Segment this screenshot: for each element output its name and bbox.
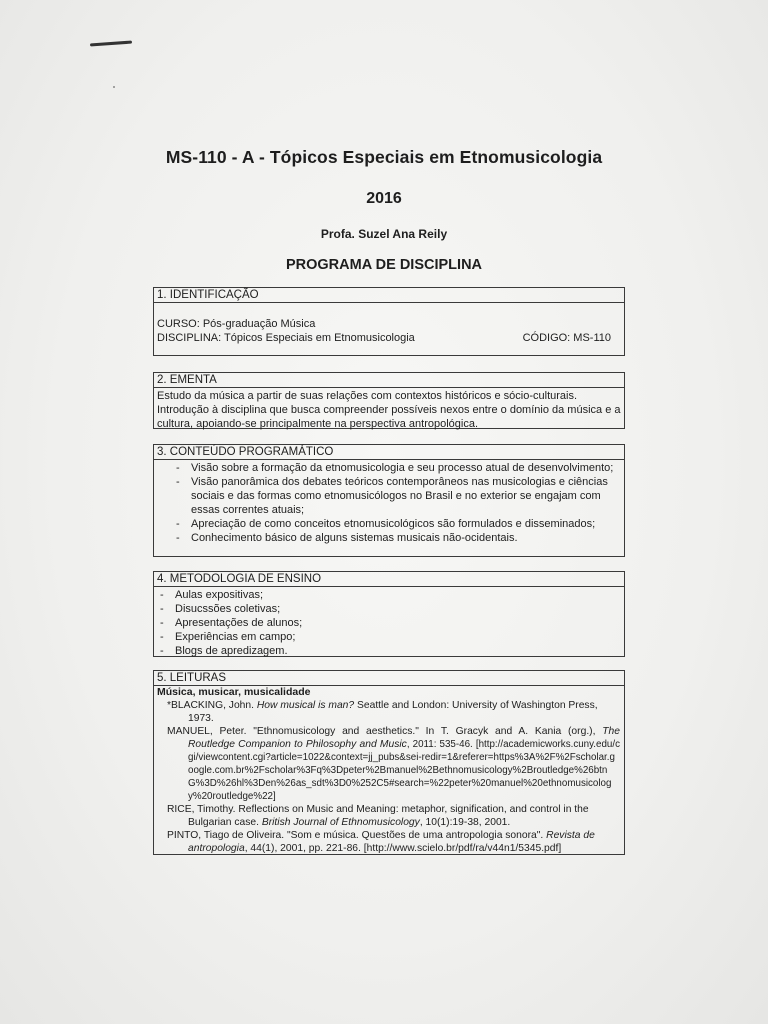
list-item: - Conhecimento básico de alguns sistemas musicais não-ocidentais. <box>157 531 621 545</box>
reference-manuel: MANUEL, Peter. "Ethnomusicology and aesthetics." In T. Gracyk and A. Kania (org.), The Routledge Companion to Philosophy and Music, 2011: 535-46. [http://academicworks.cuny.edu/cgi/viewcontent.cgi?article=1022&context=jj_pubs&sei-redir=1&referer=https%3A%2F%2Fscholar.google.com.br%2Fscholar%3Fq%3Dpeter%2Bmanuel%2Bethnomusicology%2Broutledge%26btnG%3D%26hl%3Den%26as_sdt%3D0%252C5#search=%22peter%20manuel%20ethnomusicology%20routledge%22] <box>167 726 620 802</box>
reference-rice: RICE, Timothy. Reflections on Music and Meaning: metaphor, signification, and control in the Bulgarian case. British Journal of Ethnomusicology, 10(1):19-38, 2001. <box>167 804 589 828</box>
list-item: - Blogs de apredizagem. <box>157 644 621 658</box>
section-heading: 3. CONTEÚDO PROGRAMÁTICO <box>154 445 624 460</box>
codigo-line: CÓDIGO: MS-110 <box>522 332 611 344</box>
section-heading: 2. EMENTA <box>154 373 624 388</box>
list-item: - Visão sobre a formação da etnomusicologia e seu processo atual de desenvolvimento; <box>157 461 621 475</box>
section-heading: 5. LEITURAS <box>154 671 624 686</box>
list-item: - Disucssões coletivas; <box>157 602 621 616</box>
ementa-text: Estudo da música a partir de suas relações com contextos históricos e sócio-culturais. Introdução à disciplina que busca compreender possíveis nexos entre o domínio da música e a cultura, apoiando-se principalmente na perspectiva antropológica. <box>157 390 621 430</box>
list-item: - Visão panorâmica dos debates teóricos contemporâneos nas musicologias e ciências sociais e das formas como etnomusicólogos no Brasil e no exterior se engajam com essas correntes atuais; <box>157 475 621 517</box>
section-heading: 1. IDENTIFICAÇÃO <box>154 288 624 303</box>
scan-speck <box>113 86 115 88</box>
list-item: - Apreciação de como conceitos etnomusicológicos são formulados e disseminados; <box>157 517 621 531</box>
identificacao-section <box>153 287 625 356</box>
reference-blacking: *BLACKING, John. How musical is man? Seattle and London: University of Washington Press, 1973. <box>167 700 598 724</box>
list-item: - Aulas expositivas; <box>157 588 621 602</box>
ementa-section <box>153 372 625 429</box>
conteudo-section <box>153 444 625 557</box>
list-item: - Apresentações de alunos; <box>157 616 621 630</box>
program-heading: PROGRAMA DE DISCIPLINA <box>285 257 483 273</box>
document-year: 2016 <box>366 190 402 207</box>
reference-pinto: PINTO, Tiago de Oliveira. "Som e música. Questões de uma antropologia sonora". Revista de antropologia, 44(1), 2001, pp. 221-86. [http://www.scielo.br/pdf/ra/v44n1/5345.pdf] <box>167 830 595 854</box>
section-heading: 4. METODOLOGIA DE ENSINO <box>154 572 624 587</box>
leituras-section <box>153 670 625 855</box>
document-title: MS-110 - A - Tópicos Especiais em Etnomusicologia <box>165 147 603 167</box>
metodologia-section <box>153 571 625 657</box>
curso-line: CURSO: Pós-graduação Música <box>157 318 316 330</box>
leituras-subheading: Música, musicar, musicalidade <box>157 686 311 698</box>
pen-mark <box>90 41 132 47</box>
disciplina-line: DISCIPLINA: Tópicos Especiais em Etnomusicologia <box>157 332 415 344</box>
professor-name: Profa. Suzel Ana Reily <box>320 227 448 241</box>
list-item: - Experiências em campo; <box>157 630 621 644</box>
